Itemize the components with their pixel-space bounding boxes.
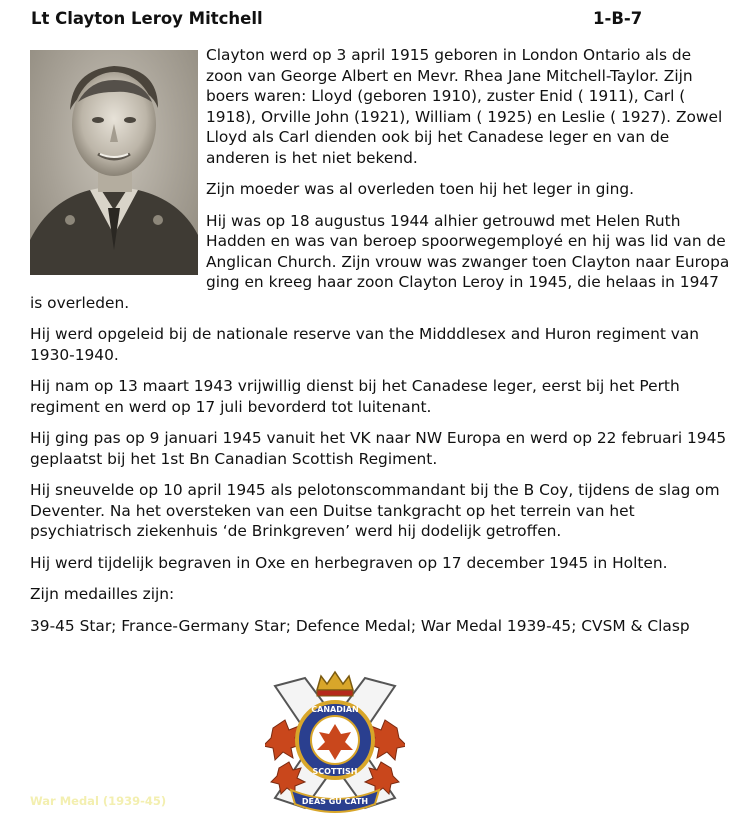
badge-ring-top: CANADIAN [311,705,359,714]
grave-location: 1-B-7 [593,9,643,28]
paragraph-birth: Clayton werd op 3 april 1915 geboren in London Ontario als de zoon van George Albert en Mevr. Rhea Jane Mitchell-Taylor. Zijn boers waren: Lloyd (geboren 1910), zuster Enid ( 1911), Carl ( 1918), Orville John (1921), William ( 1925) en Leslie ( 1927). Zowel Lloyd als Carl dienden ook bij het Canadese leger en van de anderen is het niet bekend. [206,46,723,167]
badge-motto: DEAS GU CATH [301,797,369,806]
paragraph-deployment: Hij ging pas op 9 januari 1945 vanuit het VK naar NW Europa en werd op 22 februari 1945 geplaatst bij het 1st Bn Canadian Scottish Regiment. [30,429,727,468]
badge-ring-bottom: SCOTTISH [312,767,358,776]
regimental-badge [265,668,405,816]
paragraph-mother: Zijn moeder was al overleden toen hij het leger in ging. [206,180,635,198]
paragraph-burial: Hij werd tijdelijk begraven in Oxe en herbegraven op 17 december 1945 in Holten. [30,553,668,572]
canadian-scottish-badge-icon [265,668,405,816]
paragraph-medals-heading: Zijn medailles zijn: [30,585,175,603]
paragraph-death: Hij sneuvelde op 10 april 1945 als pelotonscommandant bij the B Coy, tijdens de slag om Deventer. Na het oversteken van een Duitse tankgracht op het terrein van het psychiatrisch ziekenhuis ‘de Brinkgreven’ werd hij dodelijk getroffen. [30,481,720,540]
faint-medal-caption: War Medal (1939-45) [30,794,167,808]
paragraph-medals-list: 39-45 Star; France-Germany Star; Defence Medal; War Medal 1939-45; CVSM & Clasp [30,616,690,635]
paragraph-training: Hij werd opgeleid bij de nationale reserve van the Midddlesex and Huron regiment van 1930-1940. [30,325,700,364]
paragraph-marriage: Hij was op 18 augustus 1944 alhier getrouwd met Helen Ruth Hadden en was van beroep spoorwegemployé en hij was lid van de Anglican Church. Zijn vrouw was zwanger toen Clayton naar Europa ging en kreeg haar zoon Clayton Leroy in 1945, die helaas in 1947 is overleden. [30,211,729,312]
soldier-name-heading: Lt Clayton Leroy Mitchell [31,9,263,28]
biography-text [30,45,729,647]
paragraph-enlistment: Hij nam op 13 maart 1943 vrijwillig dienst bij het Canadese leger, eerst bij het Perth regiment en werd op 17 juli bevorderd tot luitenant. [30,377,680,416]
portrait-spacer [30,45,206,277]
